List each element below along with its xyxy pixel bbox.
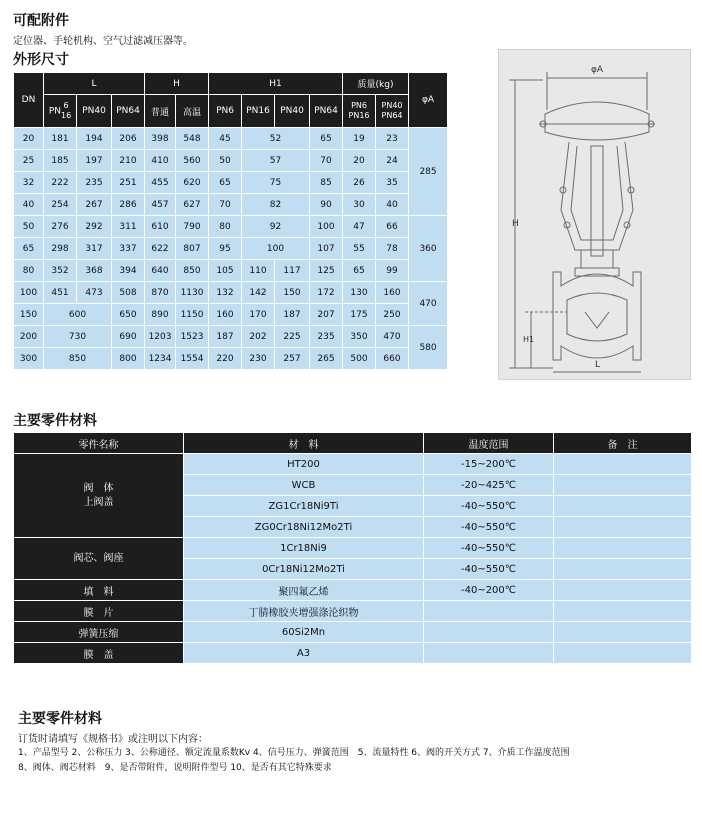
cell-l: 508 [112, 282, 145, 304]
table-row [14, 643, 692, 664]
cell-h1: 187 [275, 304, 310, 326]
cell-weight: 500 [343, 348, 376, 370]
table-row [14, 128, 448, 150]
w-pn64-label: PN64 [381, 111, 403, 120]
temp-cell: -40~550℃ [424, 496, 554, 517]
cell-l: 473 [77, 282, 112, 304]
table-row [14, 348, 448, 370]
dimensions-table [13, 72, 448, 370]
remarks-cell [554, 496, 692, 517]
temp-cell [424, 643, 554, 664]
table-row [14, 304, 448, 326]
cell-weight: 99 [376, 260, 409, 282]
cell-h1: 70 [310, 150, 343, 172]
order-intro: 订货时请填写《规格书》或注明以下内容： [18, 734, 208, 745]
header-row-1 [14, 73, 448, 95]
cell-h1: 80 [209, 216, 242, 238]
l-pn40-header: PN40 [77, 95, 112, 128]
temp-cell: -40~200℃ [424, 580, 554, 601]
temp-cell: -15~200℃ [424, 454, 554, 475]
cell-phi-a: 285 [409, 128, 448, 216]
w-pn16-label: PN16 [348, 111, 370, 120]
cell-dn: 300 [14, 348, 44, 370]
pn-sub: 16 [60, 111, 72, 120]
material-cell: ZG1Cr18Ni9Ti [184, 496, 424, 517]
cell-weight: 20 [343, 150, 376, 172]
h1-pn40-header: PN40 [275, 95, 310, 128]
remarks-cell [554, 601, 692, 622]
cell-h: 627 [176, 194, 209, 216]
cell-l: 394 [112, 260, 145, 282]
cell-l: 197 [77, 150, 112, 172]
weight-header: 质量(kg) [343, 73, 409, 95]
table-row [14, 538, 692, 559]
cell-h1: 117 [275, 260, 310, 282]
cell-l: 251 [112, 172, 145, 194]
cell-h1: 100 [242, 238, 310, 260]
h-hightemp-header: 高温 [176, 95, 209, 128]
cell-l: 600 [44, 304, 112, 326]
cell-weight: 40 [376, 194, 409, 216]
w-pn6-label: PN6 [351, 101, 367, 110]
cell-l: 254 [44, 194, 77, 216]
cell-h1: 150 [275, 282, 310, 304]
remarks-cell [554, 538, 692, 559]
table-row [14, 622, 692, 643]
phi-a-label: φA [590, 65, 604, 75]
remarks-cell [554, 580, 692, 601]
table-row [14, 216, 448, 238]
cell-h: 620 [176, 172, 209, 194]
cell-h1: 202 [242, 326, 275, 348]
h1-pn64-header: PN64 [310, 95, 343, 128]
cell-l: 194 [77, 128, 112, 150]
pn-sup: 6 [63, 101, 69, 110]
cell-h: 610 [145, 216, 176, 238]
cell-weight: 55 [343, 238, 376, 260]
cell-h: 807 [176, 238, 209, 260]
cell-h: 1150 [176, 304, 209, 326]
dimensions-title: 外形尺寸 [13, 52, 69, 68]
cell-l: 185 [44, 150, 77, 172]
accessories-title: 可配附件 [13, 13, 69, 29]
cell-weight: 660 [376, 348, 409, 370]
temp-range-header: 温度范围 [424, 433, 554, 454]
cell-h: 1203 [145, 326, 176, 348]
cell-h1: 90 [310, 194, 343, 216]
cell-h1: 105 [209, 260, 242, 282]
table-row [14, 601, 692, 622]
cell-h1: 85 [310, 172, 343, 194]
cell-h1: 220 [209, 348, 242, 370]
table-row [14, 454, 692, 475]
diaphragm-housing [545, 102, 649, 140]
cell-weight: 350 [343, 326, 376, 348]
h-header: H [145, 73, 209, 95]
l-pn6-16-header [44, 95, 77, 128]
cell-h1: 110 [242, 260, 275, 282]
h1-header: H1 [209, 73, 343, 95]
part-name-line: 阀芯、阀座 [73, 552, 124, 564]
cell-weight: 78 [376, 238, 409, 260]
cell-h1: 92 [242, 216, 310, 238]
material-cell: 1Cr18Ni9 [184, 538, 424, 559]
cell-h1: 265 [310, 348, 343, 370]
cell-dn: 200 [14, 326, 44, 348]
temp-cell: -40~550℃ [424, 538, 554, 559]
cell-weight: 35 [376, 172, 409, 194]
cell-h1: 50 [209, 150, 242, 172]
cell-h: 1130 [176, 282, 209, 304]
h-normal-header: 普通 [145, 95, 176, 128]
material-cell: 聚四氟乙烯 [184, 580, 424, 601]
cell-dn: 20 [14, 128, 44, 150]
materials-header-row [14, 433, 692, 454]
cell-h: 1523 [176, 326, 209, 348]
material-cell: WCB [184, 475, 424, 496]
table-row [14, 150, 448, 172]
cell-dn: 80 [14, 260, 44, 282]
yoke [561, 142, 633, 250]
cell-phi-a: 360 [409, 216, 448, 282]
cell-weight: 66 [376, 216, 409, 238]
part-name-line: 阀 体 [83, 482, 114, 494]
material-cell: 60Si2Mn [184, 622, 424, 643]
remarks-cell [554, 454, 692, 475]
table-row [14, 580, 692, 601]
valve-body [553, 272, 641, 360]
pn-label: PN [48, 106, 61, 117]
cell-h: 640 [145, 260, 176, 282]
material-cell: 0Cr18Ni12Mo2Ti [184, 559, 424, 580]
temp-cell [424, 622, 554, 643]
part-name-cell [14, 538, 184, 580]
cell-h1: 125 [310, 260, 343, 282]
part-name-cell: 膜 盖 [14, 643, 184, 664]
cell-h: 457 [145, 194, 176, 216]
part-name-cell: 膜 片 [14, 601, 184, 622]
cell-h1: 45 [209, 128, 242, 150]
cell-h: 1234 [145, 348, 176, 370]
cell-l: 850 [44, 348, 112, 370]
remarks-cell [554, 517, 692, 538]
table-row [14, 282, 448, 304]
temp-cell: -20~425℃ [424, 475, 554, 496]
table-row [14, 194, 448, 216]
cell-dn: 65 [14, 238, 44, 260]
cell-h1: 107 [310, 238, 343, 260]
cell-h1: 65 [310, 128, 343, 150]
cell-h: 850 [176, 260, 209, 282]
cell-l: 650 [112, 304, 145, 326]
part-name-line: 上阀盖 [83, 496, 114, 508]
weight-pn6-16-header [343, 95, 376, 128]
cell-l: 311 [112, 216, 145, 238]
cell-l: 298 [44, 238, 77, 260]
weight-pn40-64-header [376, 95, 409, 128]
cell-weight: 175 [343, 304, 376, 326]
cell-h: 398 [145, 128, 176, 150]
cell-dn: 40 [14, 194, 44, 216]
order-line-2: 8、阀体、阀芯材料 9、是否带附件，说明附件型号 10、是否有其它特殊要求 [18, 763, 332, 773]
cell-h1: 70 [209, 194, 242, 216]
cell-l: 368 [77, 260, 112, 282]
l-pn64-header: PN64 [112, 95, 145, 128]
cell-h1: 132 [209, 282, 242, 304]
cell-h1: 95 [209, 238, 242, 260]
cell-weight: 19 [343, 128, 376, 150]
part-name-header: 零件名称 [14, 433, 184, 454]
l-header: L [44, 73, 145, 95]
cell-l: 730 [44, 326, 112, 348]
h1-label: H1 [523, 335, 535, 344]
cell-weight: 26 [343, 172, 376, 194]
cell-dn: 50 [14, 216, 44, 238]
dn-header: DN [14, 73, 44, 128]
cell-h: 1554 [176, 348, 209, 370]
cell-h1: 57 [242, 150, 310, 172]
material-cell: HT200 [184, 454, 424, 475]
cell-dn: 100 [14, 282, 44, 304]
part-name-cell: 弹簧压缩 [14, 622, 184, 643]
cell-l: 337 [112, 238, 145, 260]
cell-weight: 130 [343, 282, 376, 304]
cell-h1: 75 [242, 172, 310, 194]
table-row [14, 326, 448, 348]
material-cell: 丁腈橡胶夹增强涤沦织物 [184, 601, 424, 622]
cell-h1: 187 [209, 326, 242, 348]
cell-l: 451 [44, 282, 77, 304]
table-row [14, 238, 448, 260]
cell-l: 267 [77, 194, 112, 216]
accessories-text: 定位器、手轮机构、空气过滤减压器等。 [13, 36, 193, 47]
cell-h: 790 [176, 216, 209, 238]
header-row-2 [14, 95, 448, 128]
h1-pn6-header: PN6 [209, 95, 242, 128]
order-title: 主要零件材料 [18, 711, 102, 727]
cell-l: 222 [44, 172, 77, 194]
part-name-cell [14, 454, 184, 538]
cell-phi-a: 580 [409, 326, 448, 370]
material-cell: ZG0Cr18Ni12Mo2Ti [184, 517, 424, 538]
order-line-1: 1、产品型号 2、公称压力 3、公称通径、额定流量系数Kv 4、信号压力、弹簧范围 5、流量特性 6、阀的开关方式 7、介质工作温度范围 [18, 748, 570, 758]
bonnet [581, 250, 613, 268]
remarks-cell [554, 475, 692, 496]
cell-phi-a: 470 [409, 282, 448, 326]
remarks-cell [554, 559, 692, 580]
cell-weight: 470 [376, 326, 409, 348]
w-pn40-label: PN40 [381, 101, 403, 110]
cell-h1: 235 [310, 326, 343, 348]
cell-l: 286 [112, 194, 145, 216]
remarks-header: 备 注 [554, 433, 692, 454]
cell-weight: 24 [376, 150, 409, 172]
cell-l: 210 [112, 150, 145, 172]
cell-h1: 82 [242, 194, 310, 216]
h-label: H [512, 219, 519, 229]
valve-drawing [498, 49, 691, 380]
cell-dn: 25 [14, 150, 44, 172]
cell-h1: 225 [275, 326, 310, 348]
cell-l: 690 [112, 326, 145, 348]
cell-h1: 257 [275, 348, 310, 370]
cell-l: 276 [44, 216, 77, 238]
material-header: 材 料 [184, 433, 424, 454]
temp-cell [424, 601, 554, 622]
cell-l: 292 [77, 216, 112, 238]
cell-l: 235 [77, 172, 112, 194]
cell-h1: 52 [242, 128, 310, 150]
cell-l: 800 [112, 348, 145, 370]
cell-h: 410 [145, 150, 176, 172]
cell-weight: 250 [376, 304, 409, 326]
cell-dn: 150 [14, 304, 44, 326]
cell-h: 548 [176, 128, 209, 150]
cell-h: 622 [145, 238, 176, 260]
cell-weight: 30 [343, 194, 376, 216]
part-name-cell: 填 料 [14, 580, 184, 601]
cell-h: 455 [145, 172, 176, 194]
cell-weight: 160 [376, 282, 409, 304]
cell-weight: 47 [343, 216, 376, 238]
cell-weight: 65 [343, 260, 376, 282]
material-cell: A3 [184, 643, 424, 664]
h1-pn16-header: PN16 [242, 95, 275, 128]
cell-l: 181 [44, 128, 77, 150]
cell-h: 560 [176, 150, 209, 172]
phi-a-header: φA [409, 73, 448, 128]
cell-h1: 100 [310, 216, 343, 238]
table-row [14, 172, 448, 194]
cell-h1: 142 [242, 282, 275, 304]
materials-table [13, 432, 692, 664]
remarks-cell [554, 622, 692, 643]
temp-cell: -40~550℃ [424, 559, 554, 580]
cell-dn: 32 [14, 172, 44, 194]
remarks-cell [554, 643, 692, 664]
cell-l: 352 [44, 260, 77, 282]
table-row [14, 260, 448, 282]
cell-l: 206 [112, 128, 145, 150]
cell-h: 870 [145, 282, 176, 304]
cell-h1: 230 [242, 348, 275, 370]
materials-title: 主要零件材料 [13, 413, 97, 429]
cell-h1: 170 [242, 304, 275, 326]
cell-l: 317 [77, 238, 112, 260]
temp-cell: -40~550℃ [424, 517, 554, 538]
cell-h1: 207 [310, 304, 343, 326]
cell-h1: 65 [209, 172, 242, 194]
cell-h: 890 [145, 304, 176, 326]
cell-h1: 172 [310, 282, 343, 304]
l-label: L [595, 360, 601, 370]
cell-weight: 23 [376, 128, 409, 150]
valve-drawing-svg [499, 50, 690, 379]
cell-h1: 160 [209, 304, 242, 326]
